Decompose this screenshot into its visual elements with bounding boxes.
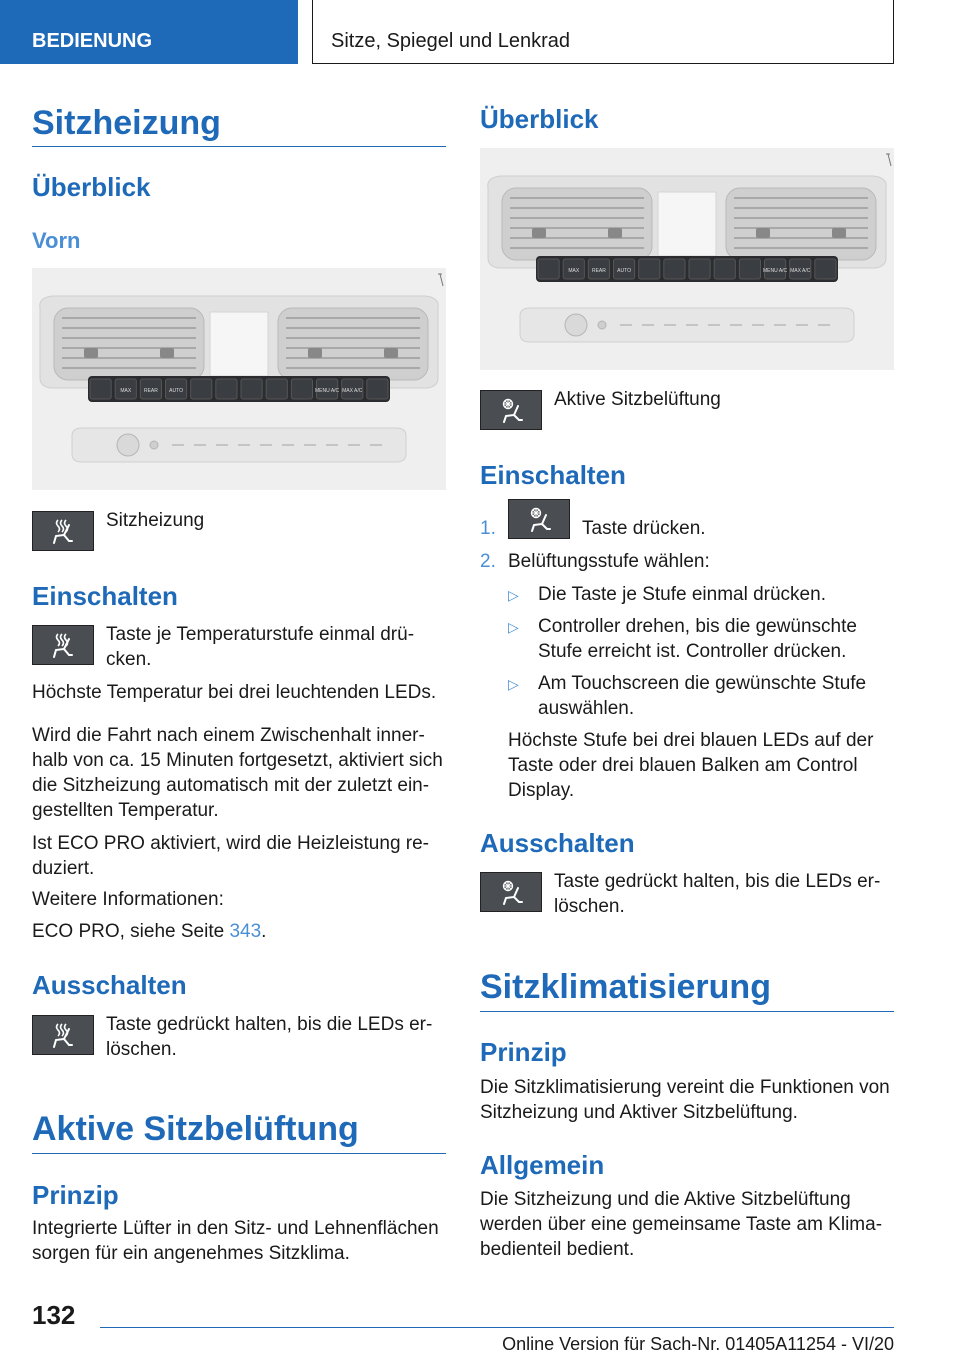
climate-button	[815, 259, 836, 279]
climate-button-label: AUTO	[617, 268, 631, 274]
title-underline	[32, 1153, 446, 1154]
title-underline	[480, 1011, 894, 1012]
small-button	[150, 441, 158, 449]
switch-off-text: Taste gedrückt halten, bis die LEDs er- löschen.	[554, 871, 881, 917]
climate-button-label: MAX	[120, 388, 132, 394]
climate-button-label: MAX A/C	[790, 268, 811, 274]
heading-switch-on: Einschalten	[32, 581, 178, 611]
title-sitzheizung: Sitzheizung	[32, 104, 221, 142]
header-section: BEDIENUNG	[0, 0, 298, 64]
climate-button	[689, 259, 710, 279]
step-number: 1.	[480, 518, 496, 539]
bullet-marker: ▷	[508, 676, 519, 692]
vent-knob	[532, 228, 546, 238]
bullet-item: Controller drehen, bis die gewünschte Stufe erreicht ist. Controller drücken.	[538, 616, 857, 662]
climate-panel-illustration	[32, 268, 446, 490]
climate-button-label: MAX A/C	[342, 388, 363, 394]
climate-button	[291, 379, 312, 399]
bullet-item: Am Touchscreen die gewünschte Stufe auswählen.	[538, 673, 867, 719]
climate-button	[90, 379, 111, 399]
bullet-item: Die Taste je Stufe einmal drücken.	[538, 584, 826, 605]
max-level-text: Höchste Stufe bei drei blauen LEDs auf der Taste oder drei blauen Balken am Control Display.	[508, 730, 874, 801]
header-chapter: Sitze, Spiegel und Lenkrad	[312, 0, 894, 64]
vent-knob	[84, 348, 98, 358]
vent-knob	[160, 348, 174, 358]
max-temperature-text: Höchste Temperatur bei drei leuchtenden LEDs.	[32, 682, 437, 703]
heading-general: Allgemein	[480, 1150, 605, 1180]
step-text: Taste drücken.	[582, 518, 706, 539]
seat-heating-icon	[32, 625, 94, 665]
seat-heating-icon	[32, 511, 94, 551]
footer-online-version: Online Version für Sach-Nr. 01405A11254 - VI/20	[502, 1334, 894, 1354]
seat-ventilation-icon	[480, 390, 542, 430]
page-number: 132	[32, 1300, 76, 1330]
vent-knob	[756, 228, 770, 238]
climate-panel-photo	[480, 148, 894, 370]
bullet-marker: ▷	[508, 587, 519, 603]
climate-button	[538, 259, 559, 279]
climate-button	[367, 379, 388, 399]
climate-button-label: MAX	[568, 268, 580, 274]
vent-knob	[308, 348, 322, 358]
climate-panel-photo	[32, 268, 446, 490]
heading-principle: Prinzip	[480, 1037, 567, 1067]
eco-pro-reference: ECO PRO, siehe Seite 343.	[32, 921, 267, 942]
footer-rule	[100, 1327, 894, 1328]
seat-ventilation-icon	[480, 872, 542, 912]
seat-heating-icon	[32, 1015, 94, 1055]
principle-text: Integrierte Lüfter in den Sitz- und Lehnenflächen sorgen für ein angenehmes Sitzklima.	[32, 1218, 439, 1264]
vent-knob	[832, 228, 846, 238]
small-button	[598, 321, 606, 329]
climate-button-label: MENU A/C	[762, 268, 788, 274]
climate-button-label: MENU A/C	[314, 388, 340, 394]
climate-button	[714, 259, 735, 279]
step-text: Belüftungsstufe wählen:	[508, 551, 710, 572]
vent-knob	[608, 228, 622, 238]
heading-front: Vorn	[32, 228, 81, 253]
caption-seat-heating: Sitzheizung	[106, 510, 205, 531]
auto-resume-paragraph: Wird die Fahrt nach einem Zwischenhalt inner- halb von ca. 15 Minuten fortgesetzt, aktiviert sich die Sitzheizung automatisch mit der zuletzt ein- gestellten Temperatur.	[32, 725, 443, 821]
heading-switch-on: Einschalten	[480, 460, 626, 490]
volume-knob	[117, 434, 139, 456]
caption-active-ventilation: Aktive Sitzbelüftung	[554, 389, 721, 410]
climate-button	[191, 379, 212, 399]
heading-overview: Überblick	[480, 104, 599, 134]
heading-switch-off: Ausschalten	[32, 970, 187, 1000]
title-underline	[32, 146, 446, 147]
climate-panel-illustration	[480, 148, 894, 370]
climate-button-label: REAR	[591, 268, 606, 274]
title-seat-climate: Sitzklimatisierung	[480, 968, 771, 1006]
center-panel	[210, 312, 268, 376]
heading-overview: Überblick	[32, 172, 151, 202]
vent-knob	[384, 348, 398, 358]
climate-button-label: REAR	[143, 388, 158, 394]
step-number: 2.	[480, 551, 496, 572]
seat-ventilation-icon	[508, 499, 570, 539]
climate-button	[241, 379, 262, 399]
climate-button	[739, 259, 760, 279]
climate-button-label: AUTO	[169, 388, 183, 394]
heading-principle: Prinzip	[32, 1180, 119, 1210]
heading-switch-off: Ausschalten	[480, 828, 635, 858]
switch-off-text: Taste gedrückt halten, bis die LEDs er- löschen.	[106, 1014, 433, 1060]
principle-text: Die Sitzklimatisierung vereint die Funktionen von Sitzheizung und Aktiver Sitzbelüftung.	[480, 1077, 890, 1123]
general-text: Die Sitzheizung und die Aktive Sitzbelüftung werden über eine gemeinsame Taste am Klima- bedienteil bedient.	[480, 1189, 883, 1260]
bullet-marker: ▷	[508, 619, 519, 635]
title-active-ventilation: Aktive Sitzbelüftung	[32, 1110, 359, 1148]
climate-button	[664, 259, 685, 279]
page-link-343[interactable]: 343	[229, 921, 262, 942]
climate-button	[216, 379, 237, 399]
climate-button	[266, 379, 287, 399]
switch-on-text: Taste je Temperaturstufe einmal drü- cken.	[106, 624, 415, 670]
volume-knob	[565, 314, 587, 336]
more-info-label: Weitere Informationen:	[32, 889, 224, 910]
eco-pro-paragraph: Ist ECO PRO aktiviert, wird die Heizleistung re- duziert.	[32, 833, 430, 879]
climate-button	[639, 259, 660, 279]
center-panel	[658, 192, 716, 256]
